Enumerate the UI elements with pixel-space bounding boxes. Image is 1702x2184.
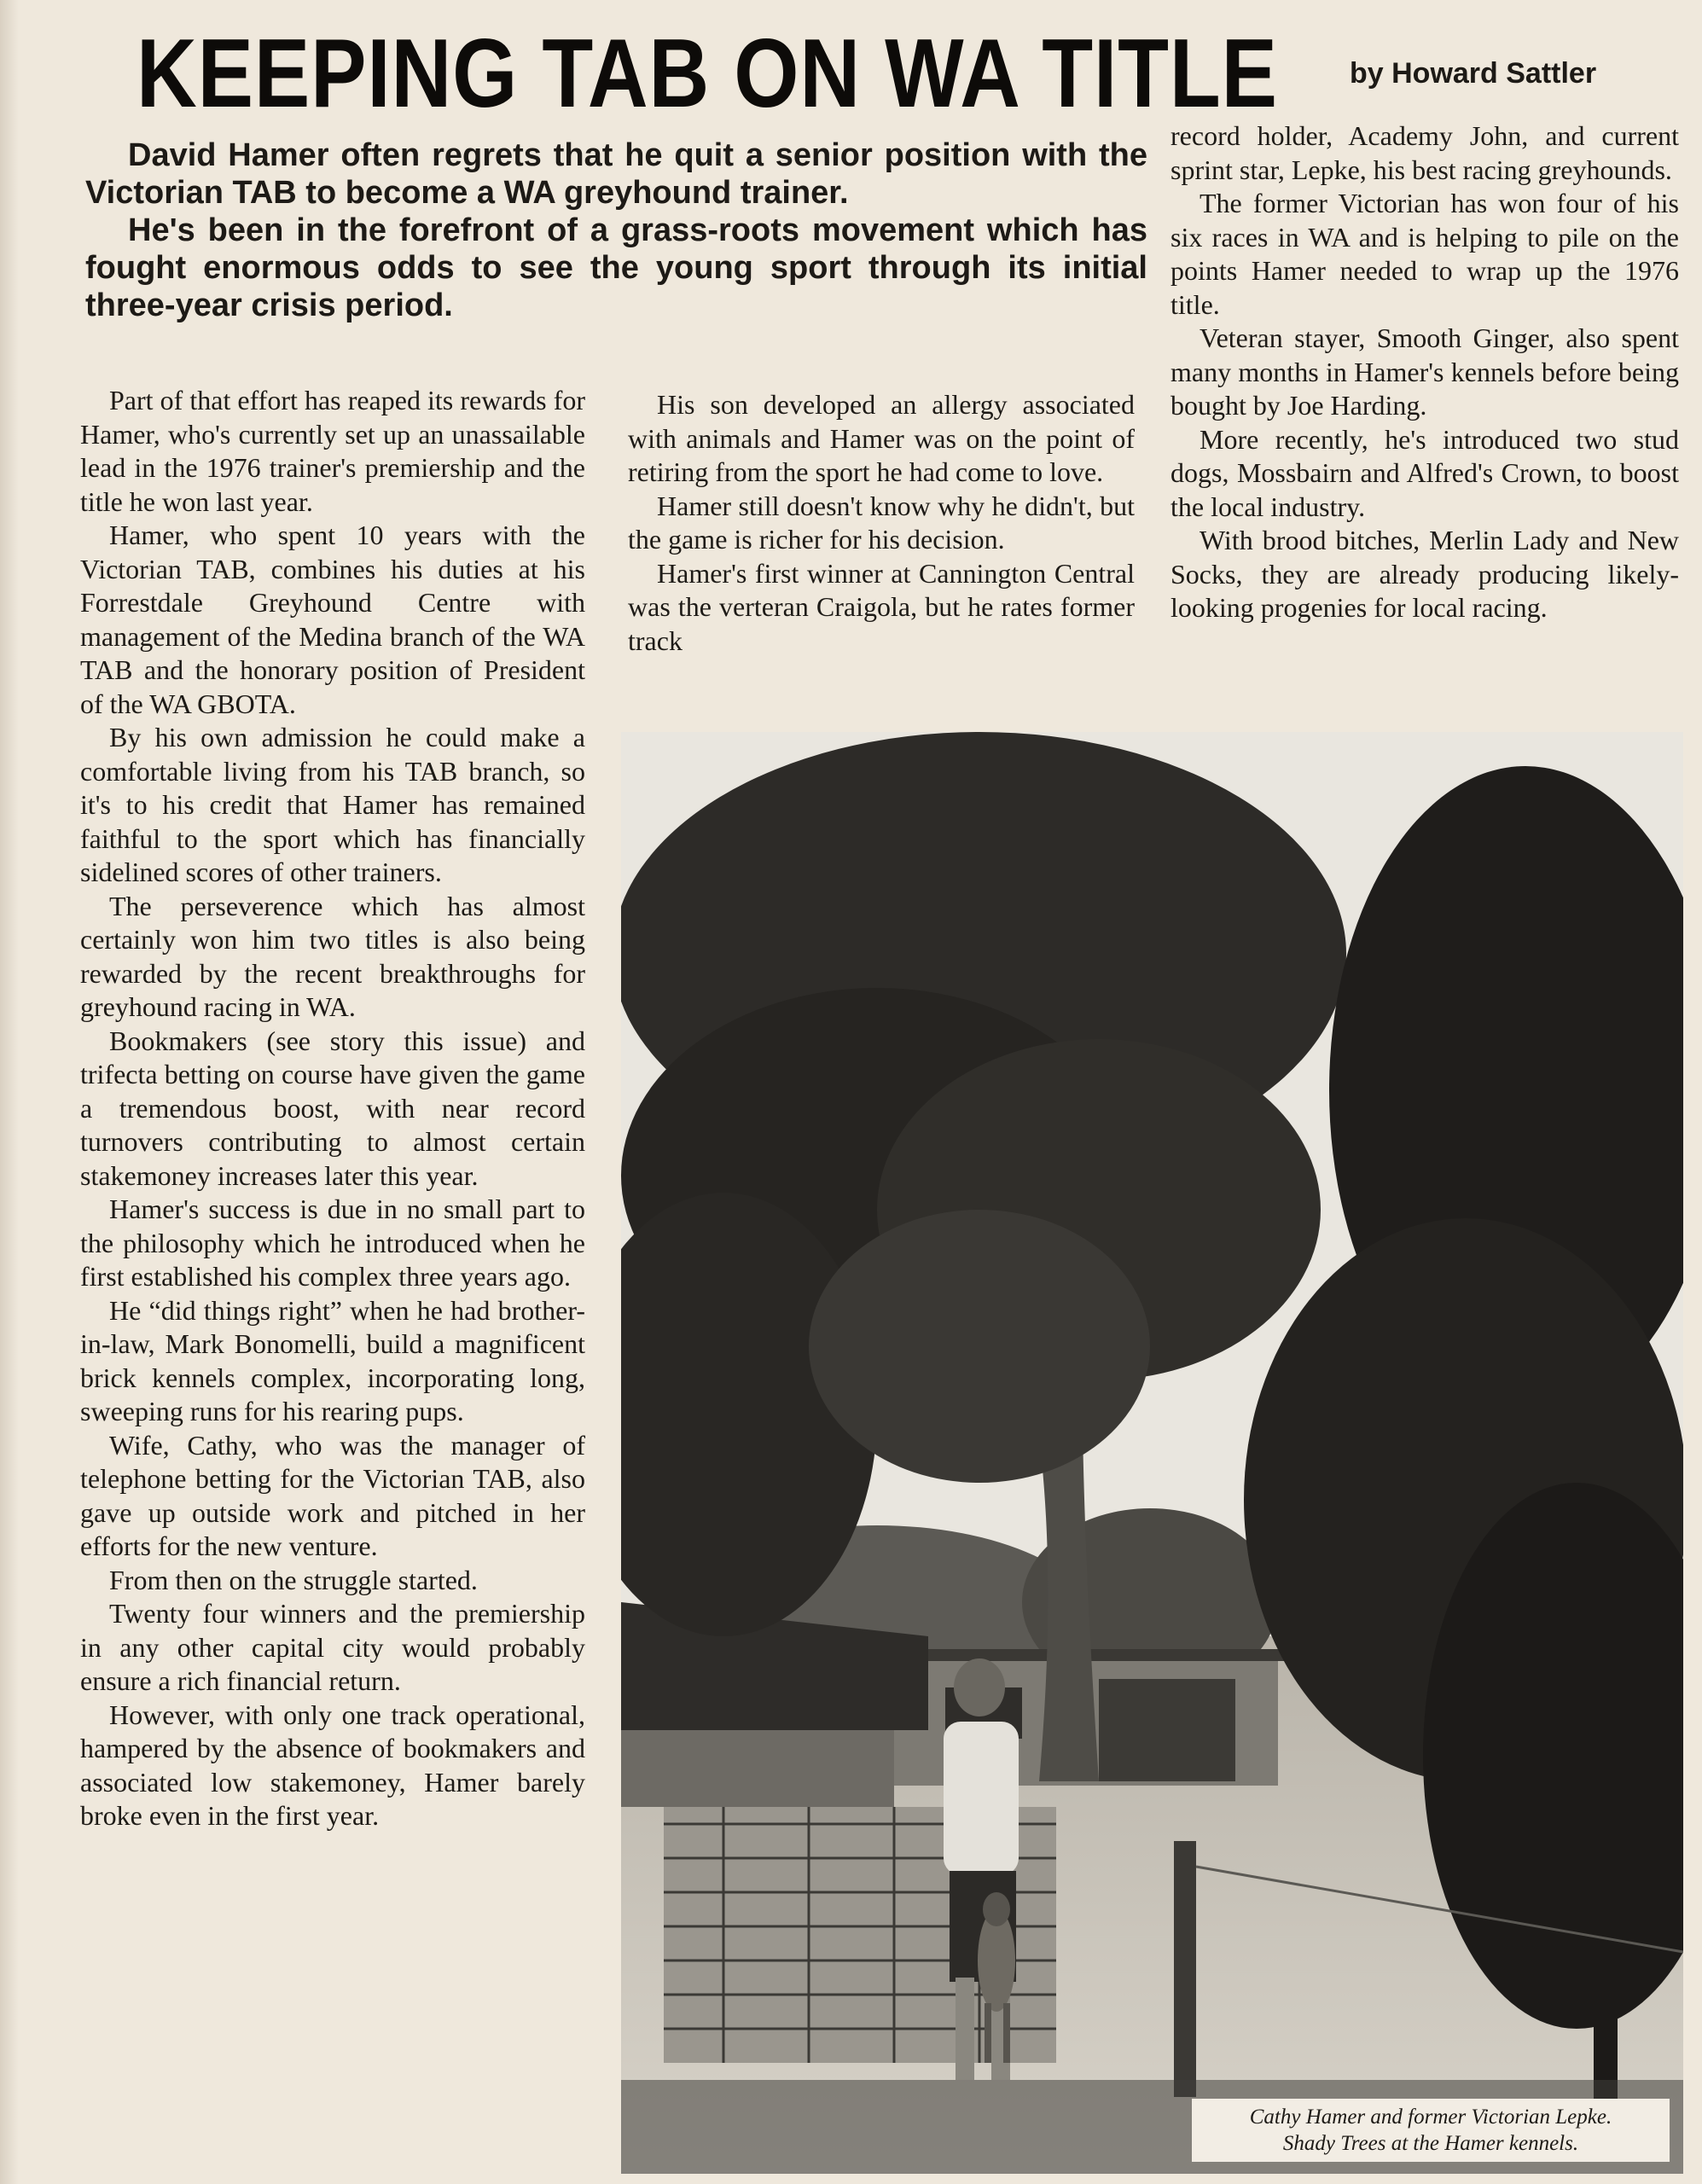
paragraph: By his own admission he could make a comfortable living from his TAB branch, so it's to his credit that Hamer has remained faithful to the sport which has financially sidelined scores of other trainers.: [80, 722, 585, 887]
byline: by Howard Sattler: [1350, 57, 1597, 90]
paragraph-continued: record holder, Academy John, and current sprint star, Lepke, his best racing greyhounds.: [1170, 120, 1679, 185]
intro-standfirst: [85, 136, 1147, 324]
photo-illustration: [621, 732, 1683, 2174]
column-2: [628, 388, 1135, 658]
paragraph: Twenty four winners and the premiership in any other capital city would probably ensure a rich financial return.: [80, 1598, 585, 1696]
paragraph: Hamer's first winner at Cannington Central was the verteran Craigola, but he rates former track: [628, 557, 1135, 656]
caption-line: Cathy Hamer and former Victorian Lepke.: [1249, 2106, 1612, 2129]
paragraph: However, with only one track operational, hampered by the absence of bookmakers and associated low stakemoney, Hamer barely broke even in the first year.: [80, 1699, 585, 1831]
paragraph: Bookmakers (see story this issue) and trifecta betting on course have given the game a tremendous boost, with near record turnovers contributing to almost certain stakemoney increases later this year.: [80, 1025, 585, 1191]
paragraph: His son developed an allergy associated with animals and Hamer was on the point of retiring from the sport he had come to love.: [628, 389, 1135, 487]
paragraph: Wife, Cathy, who was the manager of telephone betting for the Victorian TAB, also gave up outside work and pitched in her efforts for the new venture.: [80, 1429, 585, 1561]
paragraph: He “did things right” when he had brother-in-law, Mark Bonomelli, build a magnificent brick kennels complex, incorporating long, sweeping runs for his rearing pups.: [80, 1294, 585, 1426]
intro-paragraph: He's been in the forefront of a grass-roots movement which has fought enormous odds to see the young sport through its initial three-year crisis period.: [85, 212, 1147, 323]
paragraph: The perseverence which has almost certainly won him two titles is also being rewarded by the recent breakthroughs for greyhound racing in WA.: [80, 890, 585, 1022]
paragraph: Hamer still doesn't know why he didn't, but the game is richer for his decision.: [628, 490, 1135, 555]
paragraph: With brood bitches, Merlin Lady and New Socks, they are already producing likely-looking progenies for local racing.: [1170, 525, 1679, 623]
paragraph: More recently, he's introduced two stud dogs, Mossbairn and Alfred's Crown, to boost the local industry.: [1170, 423, 1679, 522]
column-1: [80, 384, 585, 1833]
caption-line: Shady Trees at the Hamer kennels.: [1282, 2132, 1579, 2155]
column-3: [1170, 119, 1679, 625]
article-photo: [621, 732, 1683, 2174]
paragraph: Veteran stayer, Smooth Ginger, also spent many months in Hamer's kennels before being bought by Joe Harding.: [1170, 322, 1679, 421]
photo-caption: [1192, 2099, 1670, 2162]
intro-paragraph: David Hamer often regrets that he quit a senior position with the Victorian TAB to become a WA greyhound trainer.: [85, 137, 1147, 211]
paragraph: Hamer, who spent 10 years with the Victorian TAB, combines his duties at his Forrestdale Greyhound Centre with management of the Medina branch of the WA TAB and the honorary position of President of the WA GBOTA.: [80, 520, 585, 719]
page-fold-shadow: [0, 0, 19, 2184]
paragraph: The former Victorian has won four of his six races in WA and is helping to pile on the points Hamer needed to wrap up the 1976 title.: [1170, 188, 1679, 320]
paragraph: Hamer's success is due in no small part to the philosophy which he introduced when he first established his complex three years ago.: [80, 1194, 585, 1292]
headline: KEEPING TAB ON WA TITLE: [137, 20, 1278, 128]
paragraph: From then on the struggle started.: [109, 1564, 478, 1595]
paragraph: Part of that effort has reaped its rewards for Hamer, who's currently set up an unassailable lead in the 1976 trainer's premiership and the title he won last year.: [80, 385, 585, 517]
